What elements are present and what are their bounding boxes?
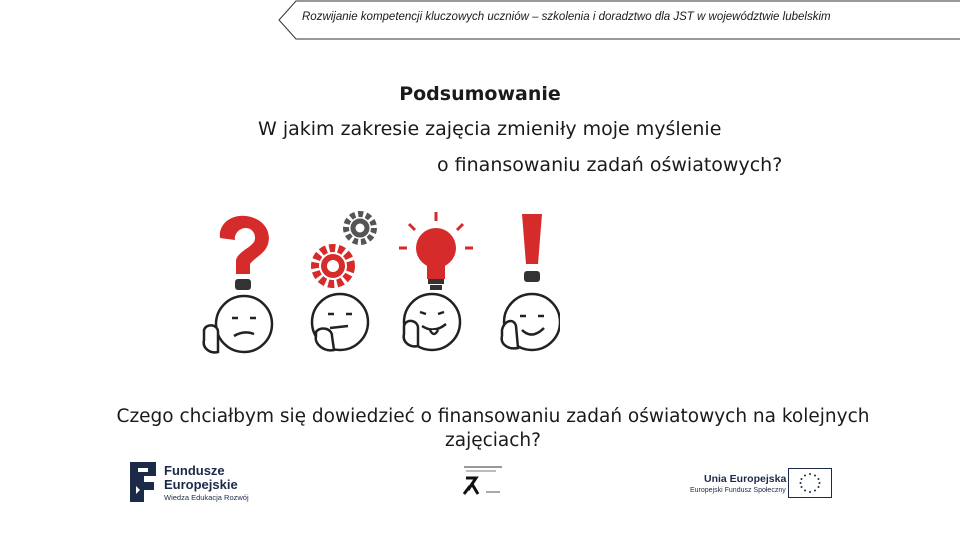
eu-flag-icon — [788, 468, 832, 498]
partner-logo-icon — [460, 464, 506, 500]
gears-icon — [315, 214, 374, 284]
header-banner — [278, 0, 960, 40]
bottom-question: Czego chciałbym się dowiedzieć o finansowaniu zadań oświatowych na kolejnych zajęciach? — [116, 406, 870, 451]
eu-logo-name: Unia Europejska — [704, 473, 787, 485]
funds-europe-line2: Europejskie — [164, 477, 238, 492]
pondering-face — [312, 294, 368, 350]
question-line-2: o finansowaniu zadań oświatowych? — [437, 154, 783, 176]
funds-europe-sub: Wiedza Edukacja Rozwój — [164, 493, 249, 502]
thinking-faces-illustration — [196, 208, 560, 360]
funds-europe-mark-icon — [128, 460, 158, 504]
eu-logo — [688, 468, 834, 500]
exclamation-mark-icon — [522, 214, 542, 282]
header-text: Rozwijanie kompetencji kluczowych uczniów – szkolenia i doradztwo dla JST w województwie lubelskim — [302, 11, 831, 23]
funds-europe-logo — [128, 460, 268, 506]
lightbulb-icon — [399, 212, 473, 290]
eu-logo-fund: Europejski Fundusz Społeczny — [690, 487, 786, 494]
question-line-1: W jakim zakresie zajęcia zmieniły moje myślenie — [258, 118, 722, 140]
smiling-tongue-face — [404, 294, 460, 350]
sad-thinking-face — [204, 296, 272, 352]
thumbs-up-face — [502, 294, 560, 350]
funds-europe-line1: Fundusze — [164, 463, 225, 478]
slide-title: Podsumowanie — [399, 83, 561, 105]
question-mark-icon — [220, 216, 269, 290]
